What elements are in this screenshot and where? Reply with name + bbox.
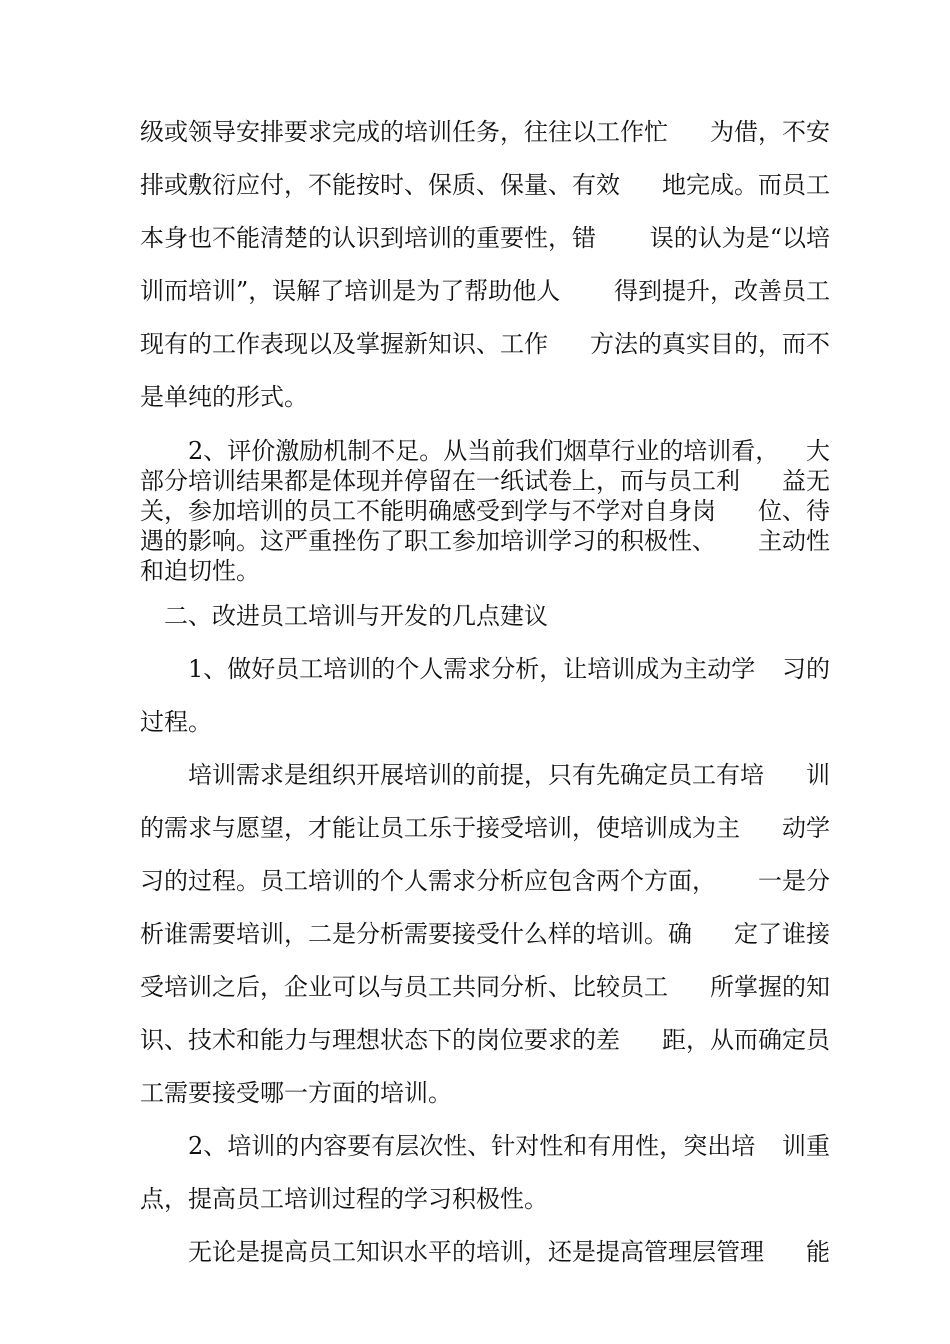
text-run: 部分培训结果都是体现并停留在一纸试卷上，而与员工利 bbox=[140, 467, 740, 495]
text-run: 地完成。而员工 bbox=[662, 171, 830, 199]
paragraph-line bbox=[188, 1131, 830, 1161]
text-run: 无论是提高员工知识水平的培训，还是提高管理层管理 bbox=[188, 1238, 764, 1266]
text-run: 习的过程。员工培训的个人需求分析应包含两个方面， bbox=[140, 867, 716, 895]
text-run: 训而培训”，误解了培训是为了帮助他人 bbox=[140, 277, 561, 305]
text-run: 遇的影响。这严重挫伤了职工参加培训学习的积极性、 bbox=[140, 527, 716, 555]
text-run: 定了谁接 bbox=[734, 920, 830, 948]
text-run: 识、技术和能力与理想状态下的岗位要求的差 bbox=[140, 1026, 620, 1054]
text-run: 方法的真实目的，而不 bbox=[590, 330, 830, 358]
text-run: 级或领导安排要求完成的培训任务，往往以工作忙 bbox=[140, 118, 668, 146]
text-run: 1、做好员工培训的个人需求分析，让培训成为主动学 bbox=[188, 655, 756, 683]
text-run: 2、评价激励机制不足。从当前我们烟草行业的培训看， bbox=[188, 437, 780, 465]
text-run: 距，从而确定员 bbox=[662, 1026, 830, 1054]
section-heading: 二、改进员工培训与开发的几点建议 bbox=[164, 602, 548, 630]
paragraph-line bbox=[140, 866, 830, 896]
text-run: 动学 bbox=[782, 814, 830, 842]
paragraph-line bbox=[188, 654, 830, 684]
text-run: 习的 bbox=[782, 655, 830, 683]
paragraph-line bbox=[140, 496, 830, 526]
text-run: 误的认为是“以培 bbox=[649, 224, 830, 252]
paragraph-line: 和迫切性。 bbox=[140, 557, 260, 585]
paragraph-line bbox=[140, 526, 830, 556]
paragraph-line bbox=[140, 329, 830, 359]
paragraph-line bbox=[188, 760, 830, 790]
text-run: 益无 bbox=[782, 467, 830, 495]
text-run: 排或敷衍应付，不能按时、保质、保量、有效 bbox=[140, 171, 620, 199]
paragraph-line: 点，提高员工培训过程的学习积极性。 bbox=[140, 1185, 548, 1213]
text-run: 本身也不能清楚的认识到培训的重要性，错 bbox=[140, 224, 596, 252]
text-run: 大 bbox=[806, 437, 830, 465]
paragraph-line bbox=[140, 813, 830, 843]
text-run: 所掌握的知 bbox=[710, 973, 830, 1001]
text-run: 一是分 bbox=[758, 867, 830, 895]
paragraph-line: 工需要接受哪一方面的培训。 bbox=[140, 1079, 452, 1107]
text-run: 2、培训的内容要有层次性、针对性和有用性，突出培 bbox=[188, 1132, 756, 1160]
paragraph-line bbox=[140, 1025, 830, 1055]
paragraph-line bbox=[140, 972, 830, 1002]
text-run: 析谁需要培训，二是分析需要接受什么样的培训。确 bbox=[140, 920, 692, 948]
paragraph-line: 过程。 bbox=[140, 708, 212, 736]
text-run: 训 bbox=[806, 761, 830, 789]
text-run: 训重 bbox=[782, 1132, 830, 1160]
text-run: 主动性 bbox=[758, 527, 830, 555]
text-run: 关，参加培训的员工不能明确感受到学与不学对自身岗 bbox=[140, 497, 716, 525]
paragraph-line bbox=[188, 436, 830, 466]
paragraph-line bbox=[140, 117, 830, 147]
text-run: 现有的工作表现以及掌握新知识、工作 bbox=[140, 330, 548, 358]
paragraph-line bbox=[140, 170, 830, 200]
text-run: 为借，不安 bbox=[710, 118, 830, 146]
paragraph-line bbox=[188, 1237, 830, 1267]
text-run: 位、待 bbox=[758, 497, 830, 525]
paragraph-line bbox=[140, 466, 830, 496]
text-run: 的需求与愿望，才能让员工乐于接受培训，使培训成为主 bbox=[140, 814, 740, 842]
text-run: 得到提升，改善员工 bbox=[614, 277, 830, 305]
paragraph-line: 是单纯的形式。 bbox=[140, 383, 308, 411]
paragraph-line bbox=[140, 919, 830, 949]
paragraph-line bbox=[140, 276, 830, 306]
text-run: 能 bbox=[806, 1238, 830, 1266]
text-run: 受培训之后，企业可以与员工共同分析、比较员工 bbox=[140, 973, 668, 1001]
paragraph-line bbox=[140, 223, 830, 253]
text-run: 培训需求是组织开展培训的前提，只有先确定员工有培 bbox=[188, 761, 764, 789]
